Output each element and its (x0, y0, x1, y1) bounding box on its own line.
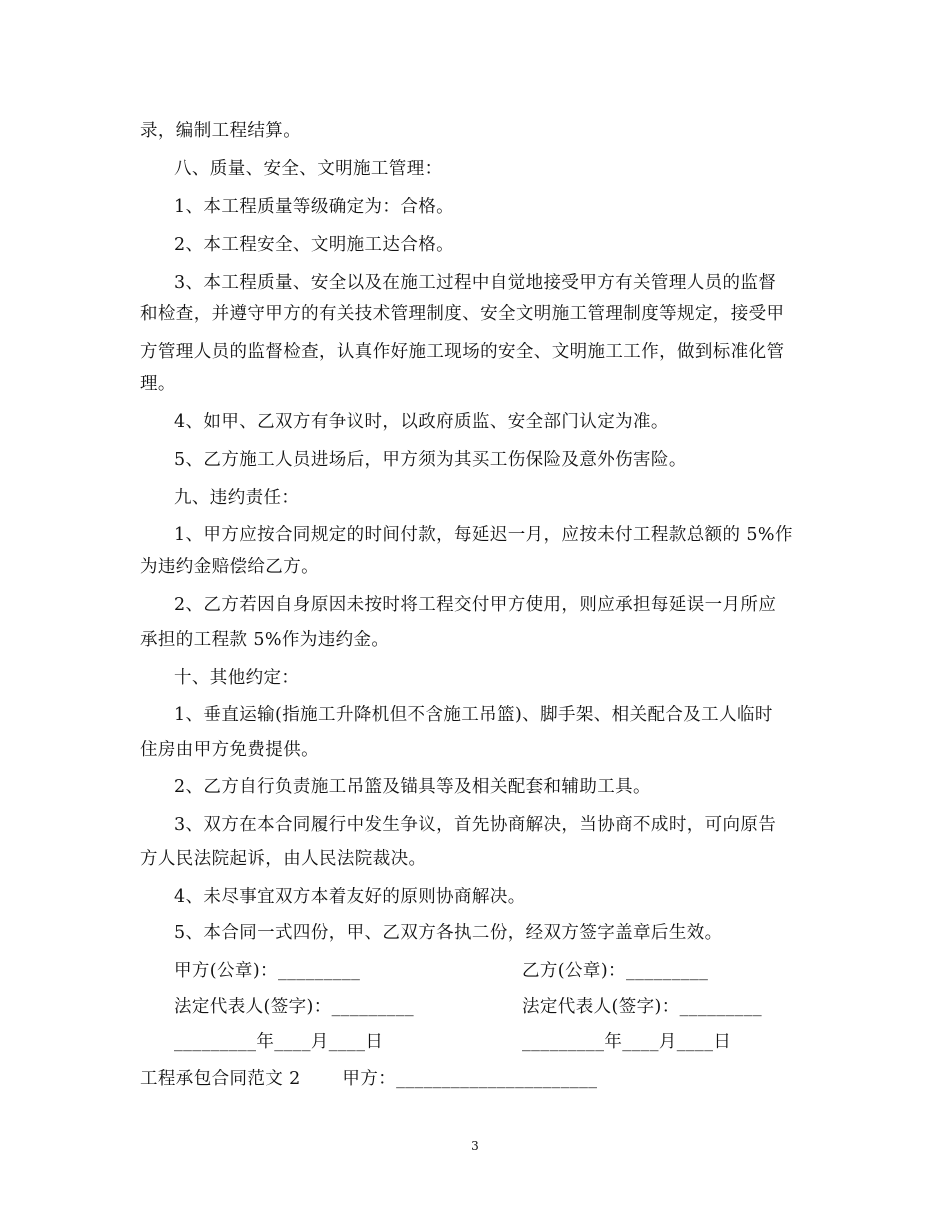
clause-supervision-line-2: 和检查，并遵守甲方的有关技术管理制度、安全文明施工管理制度等规定，接受甲 (140, 304, 785, 324)
party-b-seal-line: 乙方(公章)：_________ (522, 961, 709, 981)
clause-late-payment-line-1: 1、甲方应按合同规定的时间付款，每延迟一月，应按未付工程款总额的 5%作 (174, 525, 793, 545)
clause-late-delivery-line-1: 2、乙方若因自身原因未按时将工程交付甲方使用，则应承担每延误一月所应 (174, 595, 777, 615)
clause-unresolved-matters: 4、未尽事宜双方本着友好的原则协商解决。 (174, 887, 526, 907)
page-number: 3 (471, 1139, 479, 1153)
party-a-seal-line: 甲方(公章)：_________ (174, 961, 361, 981)
clause-litigation-line-2: 方人民法院起诉，由人民法院裁决。 (140, 849, 427, 869)
party-b-representative-line: 法定代表人(签字)：_________ (522, 997, 763, 1017)
section-heading-quality-safety: 八、质量、安全、文明施工管理： (174, 159, 443, 179)
party-b-date-line: _________年____月____日 (522, 1032, 732, 1052)
clause-supervision-line-1: 3、本工程质量、安全以及在施工过程中自觉地接受甲方有关管理人员的监督 (174, 273, 777, 293)
clause-litigation-line-1: 3、双方在本合同履行中发生争议，首先协商解决，当协商不成时，可向原告 (174, 815, 777, 835)
clause-transport-line-2: 住房由甲方免费提供。 (140, 740, 319, 760)
clause-equipment: 2、乙方自行负责施工吊篮及锚具等及相关配套和辅助工具。 (174, 777, 651, 797)
clause-dispute-authority: 4、如甲、乙双方有争议时，以政府质监、安全部门认定为准。 (174, 412, 669, 432)
clause-copies: 5、本合同一式四份，甲、乙双方各执二份，经双方签字盖章后生效。 (174, 923, 723, 943)
section-heading-breach: 九、违约责任： (174, 488, 300, 508)
party-a-date-line: _________年____月____日 (174, 1032, 384, 1052)
paragraph-continuation: 录，编制工程结算。 (140, 121, 302, 141)
clause-late-payment-line-2: 为违约金赔偿给乙方。 (140, 557, 319, 577)
clause-insurance: 5、乙方施工人员进场后，甲方须为其买工伤保险及意外伤害险。 (174, 450, 687, 470)
clause-late-delivery-line-2: 承担的工程款 5%作为违约金。 (140, 630, 390, 650)
clause-supervision-line-4: 理。 (140, 374, 176, 394)
section-heading-other: 十、其他约定： (174, 668, 300, 688)
next-contract-heading: 工程承包合同范文 2 甲方：______________________ (140, 1069, 598, 1089)
party-a-representative-line: 法定代表人(签字)：_________ (174, 997, 415, 1017)
clause-transport-line-1: 1、垂直运输(指施工升降机但不含施工吊篮)、脚手架、相关配合及工人临时 (174, 705, 773, 725)
clause-supervision-line-3: 方管理人员的监督检查，认真作好施工现场的安全、文明施工工作，做到标准化管 (140, 342, 785, 362)
clause-safety-standard: 2、本工程安全、文明施工达合格。 (174, 235, 455, 255)
clause-quality-grade: 1、本工程质量等级确定为：合格。 (174, 197, 455, 217)
